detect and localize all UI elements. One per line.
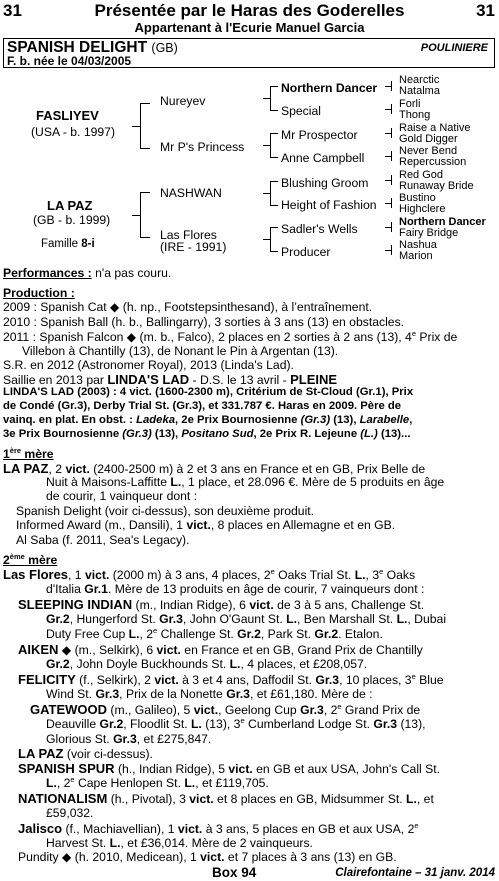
second-dam-line: Gr.2, John Doyle Buckhounds St. L., 4 places, et £208,057.	[46, 657, 368, 671]
first-dam-heading: 1ère mère	[3, 445, 54, 461]
second-dam-line: Duty Free Cup L., 2e Challenge St. Gr.2, Park St. Gr.2. Etalon.	[46, 625, 383, 641]
first-dam-line: Nuit à Maisons-Laffitte L., 1 place, et 28.096 €. Mère de 5 produits en âge	[46, 475, 445, 489]
stallion-info-line: 3e Prix Bournosienne (Gr.3) (13), Positano Sud, 2e Prix R. Lejeune (L.) (13)...	[3, 428, 411, 440]
pedigree-gen4-11: Bustino	[399, 192, 436, 204]
second-dam-line: FELICITY (f., Selkirk), 2 vict. à 3 et 4 ans, Daffodil St. Gr.3, 10 places, 3e Blue	[18, 671, 444, 687]
dam-dam-info: (IRE - 1991)	[160, 240, 227, 254]
second-dam-line: NATIONALISM (h., Pivotal), 3 vict. et 8 places en GB, Midsummer St. L., et	[18, 791, 434, 806]
page-title: Présentée par le Haras des Goderelles	[94, 1, 405, 20]
pedigree-gen4-7: Never Bend	[399, 145, 458, 157]
sire-name: FASLIYEV	[36, 108, 99, 123]
pedigree-gen4-16: Marion	[399, 250, 433, 262]
second-dam-line: SPANISH SPUR (h., Indian Ridge), 5 vict. en GB et aux USA, John's Call St.	[18, 761, 441, 776]
second-dam-line: d'Italia Gr.1. Mère de 13 produits en âge de courir, 7 vainqueurs dont :	[46, 582, 425, 596]
pedigree-gen4-3: Forli	[399, 98, 421, 110]
horse-birth: F. b. née le 04/03/2005	[7, 54, 132, 68]
pedigree-gen3-5: Blushing Groom	[281, 176, 369, 190]
pedigree-gen4-15: Nashua	[399, 239, 437, 251]
first-dam-line: Al Saba (f. 2011, Sea's Legacy).	[16, 533, 190, 547]
horse-name: SPANISH DELIGHT (GB)	[7, 39, 178, 56]
second-dam-line: L., 2e Cape Henlopen St. L., et £119,705.	[46, 774, 269, 790]
dam-info: (GB - b. 1999)	[33, 213, 111, 227]
lot-number-left: 31	[3, 1, 22, 20]
pedigree-gen4-8: Repercussion	[399, 156, 467, 168]
pedigree-gen3-6: Height of Fashion	[281, 198, 377, 212]
second-dam-heading: 2ème mère	[3, 551, 58, 567]
horse-identity-box	[3, 38, 495, 68]
pedigree-gen4-5: Raise a Native	[399, 122, 471, 134]
production-line: 2009 : Spanish Cat ◆ (h. np., Footstepsinthesand), à l’entraînement.	[3, 300, 373, 314]
horse-category: POULINIERE	[420, 42, 488, 54]
pedigree-gen4-6: Gold Digger	[399, 133, 458, 145]
lot-number-right: 31	[476, 1, 495, 20]
second-dam-line: AIKEN ◆ (m., Selkirk), 6 vict. en France et en GB, Grand Prix de Chantilly	[18, 642, 423, 657]
pedigree-gen3-2: Special	[281, 104, 321, 118]
box-number: Box 94	[212, 865, 257, 880]
production-heading: Production :	[3, 286, 75, 300]
pedigree-gen4-12: Highclere	[399, 203, 446, 215]
sale-place-date: Clairefontaine – 31 janv. 2014	[335, 867, 495, 879]
sire-info: (USA - b. 1997)	[31, 125, 115, 139]
second-dam-line: Jalisco (f., Machiavellian), 1 vict. à 3 ans, 5 places en GB et aux USA, 2e	[18, 820, 419, 836]
production-line: Saillie en 2013 par LINDA'S LAD - D.S. le 13 avril - PLEINE	[3, 372, 338, 387]
dam-dam: Las Flores	[160, 228, 217, 242]
pedigree-gen4-4: Thong	[399, 109, 431, 121]
first-dam-line: Informed Award (m., Dansili), 1 vict., 8 places en Allemagne et en GB.	[16, 518, 396, 532]
second-dam-line: Glorious St. Gr.3, et £275,847.	[46, 732, 212, 746]
second-dam-line: Harvest St. L., et £36,014. Mère de 2 vainqueurs.	[46, 836, 313, 850]
pedigree-gen3-1: Northern Dancer	[281, 81, 378, 95]
stallion-info-line: vainq. en plat. En obst. : Ladeka, 2e Prix Bournosienne (Gr.3) (13), Larabelle,	[3, 414, 413, 426]
production-line: Villebon à Chantilly (13), de Nonant le Pin à Argentan (13).	[22, 344, 339, 358]
production-line: 2011 : Spanish Falcon ◆ (m. b., Falco), 2 places en 2 sorties à 2 ans (13), 4e Prix de	[3, 328, 458, 344]
page-subtitle: Appartenant à l'Ecurie Manuel Garcia	[134, 20, 365, 35]
first-dam-line: de courir, 1 vainqueur dont :	[46, 489, 198, 503]
pedigree-gen4-14: Fairy Bridge	[399, 227, 459, 239]
pedigree-gen4-2: Natalma	[399, 85, 440, 97]
first-dam-line: LA PAZ, 2 vict. (2400-2500 m) à 2 et 3 ans en France et en GB, Prix Belle de	[3, 461, 426, 476]
pedigree-gen3-7: Sadler's Wells	[281, 222, 358, 236]
pedigree-gen4-13: Northern Dancer	[399, 216, 486, 228]
pedigree-gen4-9: Red God	[399, 169, 444, 181]
second-dam-line: Pundity ◆ (h. 2010, Medicean), 1 vict. et 7 places à 3 ans (13) en GB.	[18, 850, 397, 864]
second-dam-line: GATEWOOD (m., Galileo), 5 vict., Geelong Cup Gr.3, 2e Grand Prix de	[30, 701, 421, 717]
dam-family: Famille 8-i	[41, 238, 95, 250]
pedigree-gen3-3: Mr Prospector	[281, 128, 358, 142]
stallion-info-line: LINDA'S LAD (2003) : 4 vict. (1600-2300 m), Critérium de St-Cloud (Gr.1), Prix	[3, 386, 414, 398]
sire-sire: Nureyev	[160, 94, 206, 108]
second-dam-line: Wind St. Gr.3, Prix de la Nonette Gr.3, et £61,180. Mère de :	[46, 687, 373, 701]
stallion-info-line: de Condé (Gr.3), Derby Trial St. (Gr.3), et 331.787 €. Haras en 2009. Père de	[3, 400, 402, 412]
dam-name: LA PAZ	[47, 198, 93, 213]
production-line: S.R. en 2012 (Astronomer Royal), 2013 (Linda's Lad).	[3, 358, 294, 372]
second-dam-line: Deauville Gr.2, Floodlit St. L. (13), 3e Cumberland Lodge St. Gr.3 (13),	[46, 715, 426, 731]
pedigree-gen4-10: Runaway Bride	[399, 180, 474, 192]
second-dam-line: SLEEPING INDIAN (m., Indian Ridge), 6 vict. de 3 à 5 ans, Challenge St.	[18, 597, 425, 612]
performances-section: Performances : n'a pas couru.	[3, 266, 172, 280]
second-dam-line: £59,032.	[46, 806, 94, 820]
production-line: 2010 : Spanish Ball (h. b., Ballingarry), 3 sorties à 3 ans (13) en obstacles.	[3, 315, 405, 329]
dam-sire: NASHWAN	[160, 186, 222, 200]
pedigree-gen4-1: Nearctic	[399, 74, 440, 86]
second-dam-line: Gr.2, Hungerford St. Gr.3, John O'Gaunt St. L., Ben Marshall St. L., Dubai	[46, 612, 447, 626]
sire-dam: Mr P's Princess	[160, 140, 245, 154]
second-dam-line: Las Flores, 1 vict. (2000 m) à 3 ans, 4 places, 2e Oaks Trial St. L., 3e Oaks	[3, 566, 416, 582]
pedigree-gen3-4: Anne Campbell	[281, 151, 365, 165]
first-dam-line: Spanish Delight (voir ci-dessus), son deuxième produit.	[16, 504, 315, 518]
pedigree-gen3-8: Producer	[281, 245, 331, 259]
second-dam-line: LA PAZ (voir ci-dessus).	[18, 746, 153, 761]
